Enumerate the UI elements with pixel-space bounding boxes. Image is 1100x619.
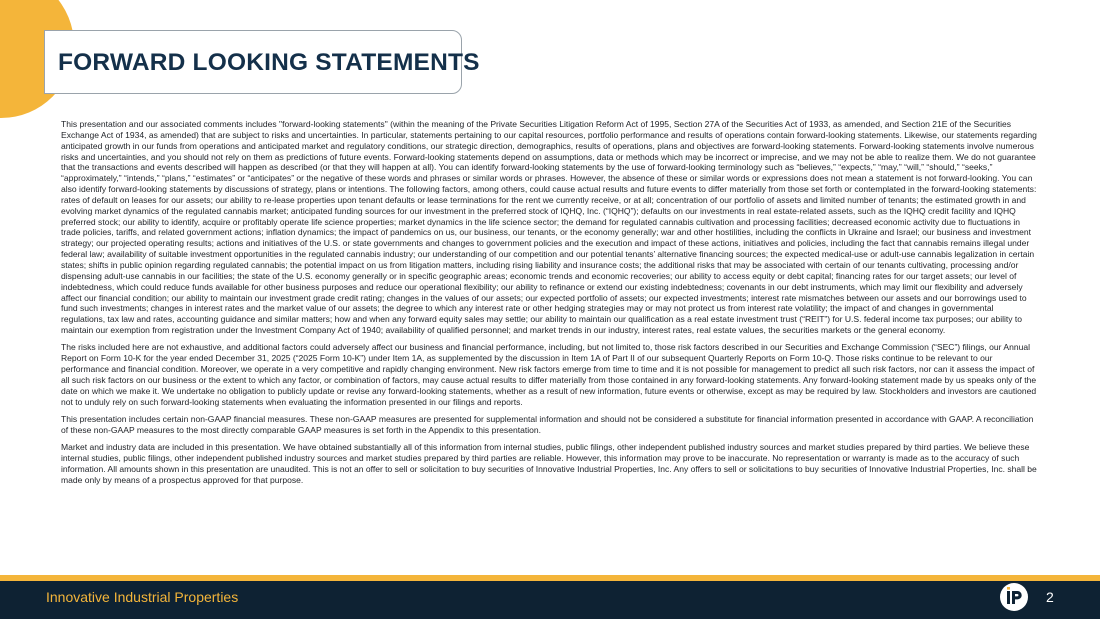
iip-logo-icon [999, 582, 1029, 612]
paragraph-risks: The risks included here are not exhaustive, and additional factors could adversely affect our business and financial performance, including, but not limited to, those risk factors described in our Securities and Exchange Commission (“SEC”) filings, our Annual Report on Form 10-K for the year ended December 31, 2025 (“2025 Form 10-K”) under Item 1A, as supplemented by the discussion in Item 1A of Part II of our subsequent Quarterly Reports on Form 10-Q. Those risks continue to be relevant to our performance and financial condition. Moreover, we operate in a very competitive and rapidly changing environment. New risk factors emerge from time to time and it is not possible for management to predict all such risk factors, nor can it assess the impact of all such risk factors on our business or the extent to which any factor, or combination of factors, may cause actual results to differ materially from those contained in any forward-looking statements. Any forward-looking statement made by us speaks only of the date on which we make it. We undertake no obligation to publicly update or revise any forward-looking statements, whether as a result of new information, future events or otherwise, except as may be required by law. Stockholders and investors are cautioned not to unduly rely on such forward-looking statements when evaluating the information presented in our filings and reports. [61, 342, 1037, 407]
footer-accent-stripe [0, 575, 1100, 581]
paragraph-non-gaap: This presentation includes certain non-GAAP financial measures. These non-GAAP measures are presented for supplemental information and should not be considered a substitute for financial information presented in accordance with GAAP. A reconciliation of these non-GAAP measures to the most directly comparable GAAP measures is set forth in the Appendix to this presentation. [61, 413, 1034, 435]
page-title: FORWARD LOOKING STATEMENTS [58, 49, 480, 76]
paragraph-forward-looking: This presentation and our associated comments includes "forward-looking statements" (within the meaning of the Private Securities Litigation Reform Act of 1995, Section 27A of the Securities Act of 1933, as amended, and Section 21E of the Securities Exchange Act of 1934, as amended) that are subject to risks and uncertainties. In particular, statements pertaining to our capital resources, portfolio performance and results of operations contain forward-looking statements. Likewise, our statements regarding anticipated growth in our funds from operations and anticipated market and regulatory conditions, our strategic direction, demographics, results of operations, plans and objectives are forward-looking statements. Forward-looking statements involve numerous risks and uncertainties, and you should not rely on them as predictions of future events. Forward-looking statements depend on assumptions, data or methods which may be incorrect or imprecise, and we may not be able to realize them. We do not guarantee that the transactions and events described will happen as described (or that they will happen at all). You can identify forward-looking statements by the use of forward-looking terminology such as “believes,” “expects,” “may,” “will,” “should,” “seeks,” “approximately,” “intends,” “plans,” “estimates” or “anticipates” or the negative of these words and phrases or similar words or phrases. However, the absence of these or similar words or expressions does not mean a statement is not forward-looking. You can also identify forward-looking statements by discussions of strategy, plans or intentions. The following factors, among others, could cause actual results and future events to differ materially from those set forth or contemplated in the forward-looking statements: rates of default on leases for our assets; our ability to re-lease properties upon tenant defaults or lease terminations for the rent we currently receive, or at all; concentration of our portfolio of assets and limited number of tenants; the estimated growth in and evolving market dynamics of the regulated cannabis market; anticipated funding sources for our investment in the preferred stock of IQHQ, Inc. (“IQHQ”); defaults on our investments in real estate-related assets, such as the IQHQ credit facility and IQHQ preferred stock; our ability to identify, acquire or profitably operate life science properties; market dynamics in the life science sector; the demand for regulated cannabis cultivation and processing facilities; decreased economic activity due to fluctuations in trade policies, tariffs, and related government actions; inflation dynamics; the impact of pandemics on us, our business, our tenants, or the economy generally; war and other hostilities, including the conflicts in Ukraine and Israel; our business and investment strategy; our projected operating results; actions and initiatives of the U.S. or state governments and changes to government policies and the execution and impact of these actions, initiatives and policies, including the fact that cannabis remains illegal under federal law; availability of suitable investment opportunities in the regulated cannabis industry; our understanding of our competition and our potential tenants’ alternative financing sources; the expected medical-use or adult-use cannabis legalization in certain states; shifts in public opinion regarding regulated cannabis; the potential impact on us from litigation matters, including rising liability and insurance costs; the additional risks that may be associated with certain of our tenants cultivating, processing and/or dispensing adult-use cannabis in our facilities; the state of the U.S. economy generally or in specific geographic areas; economic trends and economic recoveries; our ability to access equity or debt capital; financing rates for our target assets; our level of indebtedness, which could reduce funds available for other business purposes and reduce our operational flexibility; our ability to refinance or extend our existing indebtedness; covenants in our debt instruments, which may limit our flexibility and adversely affect our financial condition; our ability to maintain our investment grade credit rating; changes in the values of our assets; our expected portfolio of assets; our expected investments; interest rate mismatches between our assets and our borrowings used to fund such investments; changes in interest rates and the market value of our assets; the degree to which any interest rate or other hedging strategies may or may not protect us from interest rate volatility; the impact of and changes in governmental regulations, tax law and rates, accounting guidance and similar matters; how and when any forward equity sales may settle; our ability to maintain our qualification as a real estate investment trust (“REIT”) for U.S. federal income tax purposes; our ability to maintain our exemption from registration under the Investment Company Act of 1940; availability of qualified personnel; and market trends in our industry, interest rates, real estate values, the securities markets or the general economy. [61, 119, 1037, 336]
footer-company-name: Innovative Industrial Properties [46, 589, 239, 605]
page-number: 2 [1046, 589, 1054, 605]
paragraph-market-data: Market and industry data are included in this presentation. We have obtained substantially all of this information from internal studies, public filings, other independent published industry sources and market studies prepared by third parties. We believe these internal studies, public filings, other independent published industry sources and market studies prepared by third parties are reliable. However, this information may prove to be inaccurate. No representation or warranty is made as to the accuracy of such information. All amounts shown in this presentation are unaudited. This is not an offer to sell or solicitation to buy securities of Innovative Industrial Properties, Inc. Any offers to sell or solicitations to buy securities of Innovative Industrial Properties, Inc. shall be made only by means of a prospectus approved for that purpose. [61, 442, 1037, 485]
disclaimer-body [61, 119, 1038, 492]
